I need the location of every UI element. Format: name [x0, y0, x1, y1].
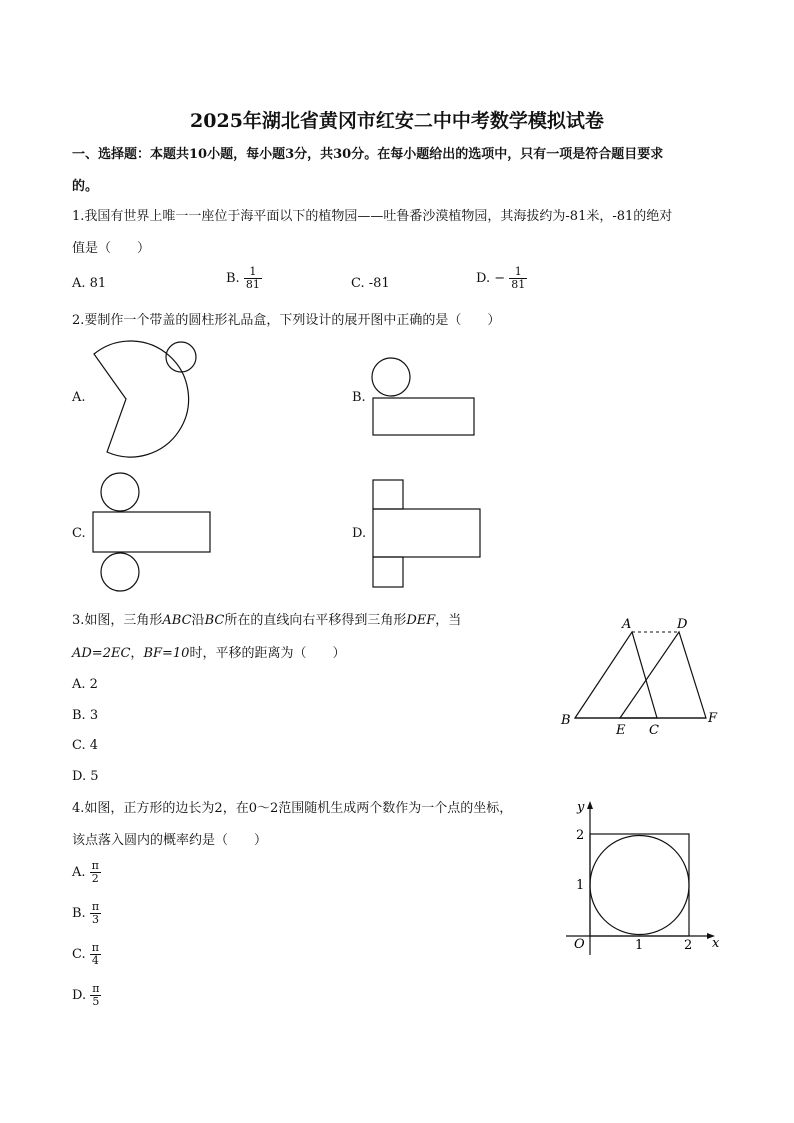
circle-shape	[372, 358, 410, 396]
text: 范围随机生成两个数作为一个点的坐标，	[278, 801, 513, 816]
math-ad-eq: AD=2EC	[72, 646, 131, 661]
rectangle-shape	[373, 398, 474, 435]
label-origin: O	[574, 937, 585, 952]
rectangle-shape	[93, 512, 210, 552]
label-f: F	[708, 711, 718, 726]
triangle-def	[620, 632, 706, 718]
q1-option-b-label: B.	[226, 271, 240, 286]
fraction-numerator: 1	[509, 266, 527, 279]
q1-stem-line1: 1.我国有世界上唯一一座位于海平面以下的植物园——吐鲁番沙漠植物园，其海拔约为-81米，-81的绝对	[72, 209, 673, 224]
q1-stem-line2: 值是（ ）	[72, 241, 151, 256]
q4-option-b[interactable]	[72, 901, 101, 926]
rectangle-shape	[373, 509, 480, 557]
text: 时，平移的距离为（ ）	[189, 646, 346, 661]
fraction-denominator: 4	[91, 954, 99, 967]
q2-option-c-figure[interactable]	[88, 470, 214, 594]
label-a: A	[622, 617, 632, 632]
square-shape-bottom	[373, 557, 403, 587]
fraction-denominator: 2	[91, 872, 99, 885]
q2-option-a-figure[interactable]	[80, 335, 210, 460]
label-c: C	[649, 723, 659, 738]
option-label: A.	[72, 865, 86, 880]
q1-option-d[interactable]	[476, 266, 527, 291]
q4-option-a[interactable]	[72, 860, 101, 885]
fraction-denominator: 5	[92, 995, 100, 1008]
q1-option-d-label: D. −	[476, 271, 506, 286]
q3-stem-line1	[72, 612, 461, 630]
label-e: E	[616, 723, 626, 738]
tick-y-1: 1	[576, 878, 585, 893]
option-label: D.	[72, 988, 87, 1003]
q4-option-b-fraction	[90, 901, 101, 926]
q3-option-b[interactable]: B. 3	[72, 708, 99, 723]
q4-option-c-fraction	[90, 942, 101, 967]
math-range: 0～2	[248, 801, 279, 816]
q2-option-b-label[interactable]: B.	[352, 390, 366, 405]
q2-option-b-figure[interactable]	[365, 352, 480, 440]
y-axis-arrow-icon	[587, 801, 593, 809]
page-title: 2025年湖北省黄冈市红安二中中考数学模拟试卷	[190, 110, 604, 132]
math-bc: BC	[204, 613, 225, 628]
text: ，当	[435, 613, 462, 628]
text: 沿	[191, 613, 205, 628]
label-x: x	[712, 936, 720, 951]
triangle-abc	[575, 632, 657, 718]
fraction-numerator: π	[91, 859, 99, 872]
tick-x-2: 2	[684, 938, 693, 953]
label-b: B	[561, 713, 571, 728]
label-d: D	[677, 617, 688, 632]
math-bf-eq: BF=10	[143, 646, 190, 661]
q1-option-b-fraction	[244, 266, 262, 291]
q4-coordinate-figure	[560, 795, 730, 960]
q3-option-d[interactable]: D. 5	[72, 769, 99, 784]
q4-option-d[interactable]	[72, 983, 101, 1008]
fraction-numerator: π	[91, 900, 100, 913]
circle-shape-bottom	[101, 553, 139, 591]
q4-option-d-fraction	[90, 983, 101, 1008]
option-label: B.	[72, 906, 86, 921]
label-y: y	[577, 800, 585, 815]
fraction-numerator: π	[91, 941, 99, 954]
q2-stem: 2.要制作一个带盖的圆柱形礼品盒，下列设计的展开图中正确的是（ ）	[72, 313, 501, 328]
math-two: 2	[214, 801, 223, 816]
q1-option-d-fraction	[509, 266, 527, 291]
square-shape-top	[373, 480, 403, 509]
text: ，在	[222, 801, 249, 816]
tick-x-1: 1	[635, 938, 644, 953]
q4-option-c[interactable]	[72, 942, 101, 967]
q2-option-c-label[interactable]: C.	[72, 526, 86, 541]
text: 所在的直线向右平移得到三角形	[224, 613, 407, 628]
q3-stem-line2	[72, 645, 345, 663]
q2-option-d-figure[interactable]	[368, 476, 484, 592]
inscribed-circle	[590, 836, 689, 935]
q3-option-c[interactable]: C. 4	[72, 738, 99, 753]
text: 4.如图，正方形的边长为	[72, 801, 215, 816]
q3-triangle-figure	[555, 610, 725, 740]
q3-option-a[interactable]: A. 2	[72, 677, 98, 692]
q4-stem-line2: 该点落入圆内的概率约是（ ）	[72, 833, 268, 848]
q2-option-d-label[interactable]: D.	[352, 526, 367, 541]
math-def: DEF	[406, 613, 436, 628]
math-abc: ABC	[162, 613, 192, 628]
q1-option-a[interactable]: A. 81	[72, 276, 107, 291]
text: 3.如图，三角形	[72, 613, 163, 628]
fraction-numerator: 1	[244, 266, 262, 279]
fraction-denominator: 81	[511, 278, 526, 291]
option-label: C.	[72, 947, 86, 962]
fraction-denominator: 81	[245, 278, 260, 291]
circle-shape-top	[101, 473, 139, 511]
section-header-line2: 的。	[72, 179, 99, 194]
section-header-line1: 一、选择题：本题共10小题，每小题3分，共30分。在每小题给出的选项中，只有一项是符合题目要求	[72, 147, 664, 162]
fraction-numerator: π	[92, 982, 100, 995]
q1-option-b[interactable]	[226, 266, 262, 291]
q4-stem-line1	[72, 800, 512, 818]
text: ，	[130, 646, 144, 661]
tick-y-2: 2	[576, 828, 585, 843]
q1-option-c[interactable]: C. -81	[351, 276, 390, 291]
q2-option-a-label[interactable]: A.	[72, 390, 86, 405]
q4-option-a-fraction	[90, 860, 101, 885]
sector-shape	[94, 341, 189, 457]
fraction-denominator: 3	[91, 913, 99, 926]
